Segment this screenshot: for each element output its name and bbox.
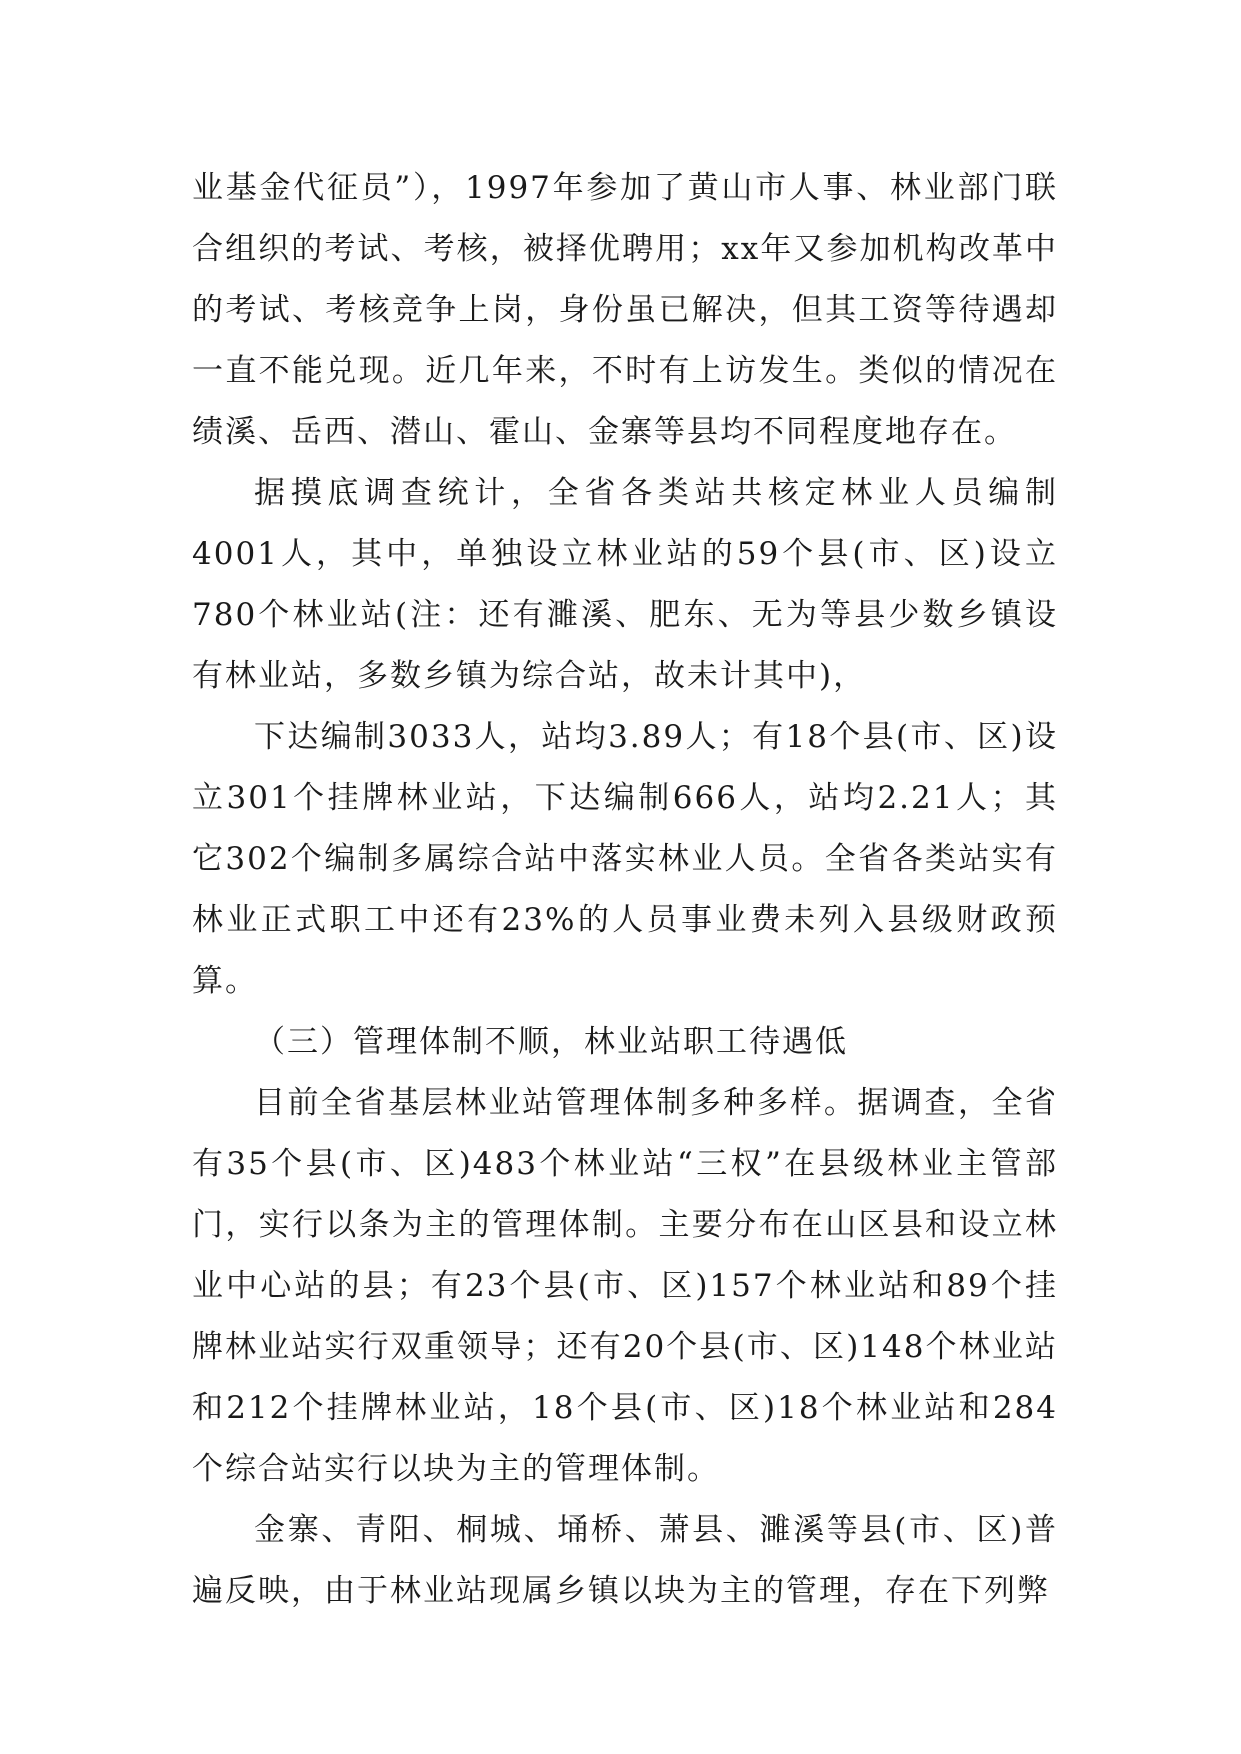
paragraph-2: 据摸底调查统计，全省各类站共核定林业人员编制4001人，其中，单独设立林业站的59个县(市、区)设立780个林业站(注：还有濉溪、肥东、无为等县少数乡镇设有林业站，多数乡镇为综合站，故未计其中)， xyxy=(192,475,1058,694)
section-heading: （三）管理体制不顺，林业站职工待遇低 xyxy=(254,1024,848,1060)
paragraph-3: 下达编制3033人，站均3.89人；有18个县(市、区)设立301个挂牌林业站，下达编制666人，站均2.21人；其它302个编制多属综合站中落实林业人员。全省各类站实有林业正式职工中还有23%的人员事业费未列入县级财政预算。 xyxy=(192,719,1058,999)
paragraph-4: 目前全省基层林业站管理体制多种多样。据调查，全省有35个县(市、区)483个林业站“三权”在县级林业主管部门，实行以条为主的管理体制。主要分布在山区县和设立林业中心站的县；有23个县(市、区)157个林业站和89个挂牌林业站实行双重领导；还有20个县(市、区)148个林业站和212个挂牌林业站，18个县(市、区)18个林业站和284个综合站实行以块为主的管理体制。 xyxy=(192,1085,1058,1487)
document-body xyxy=(192,158,1058,1622)
paragraph-1: 业基金代征员”），1997年参加了黄山市人事、林业部门联合组织的考试、考核，被择优聘用；xx年又参加机构改革中的考试、考核竞争上岗，身份虽已解决，但其工资等待遇却一直不能兑现。近几年来，不时有上访发生。类似的情况在绩溪、岳西、潜山、霍山、金寨等县均不同程度地存在。 xyxy=(192,170,1058,450)
paragraph-5: 金寨、青阳、桐城、埇桥、萧县、濉溪等县(市、区)普遍反映，由于林业站现属乡镇以块为主的管理，存在下列弊 xyxy=(192,1512,1058,1609)
